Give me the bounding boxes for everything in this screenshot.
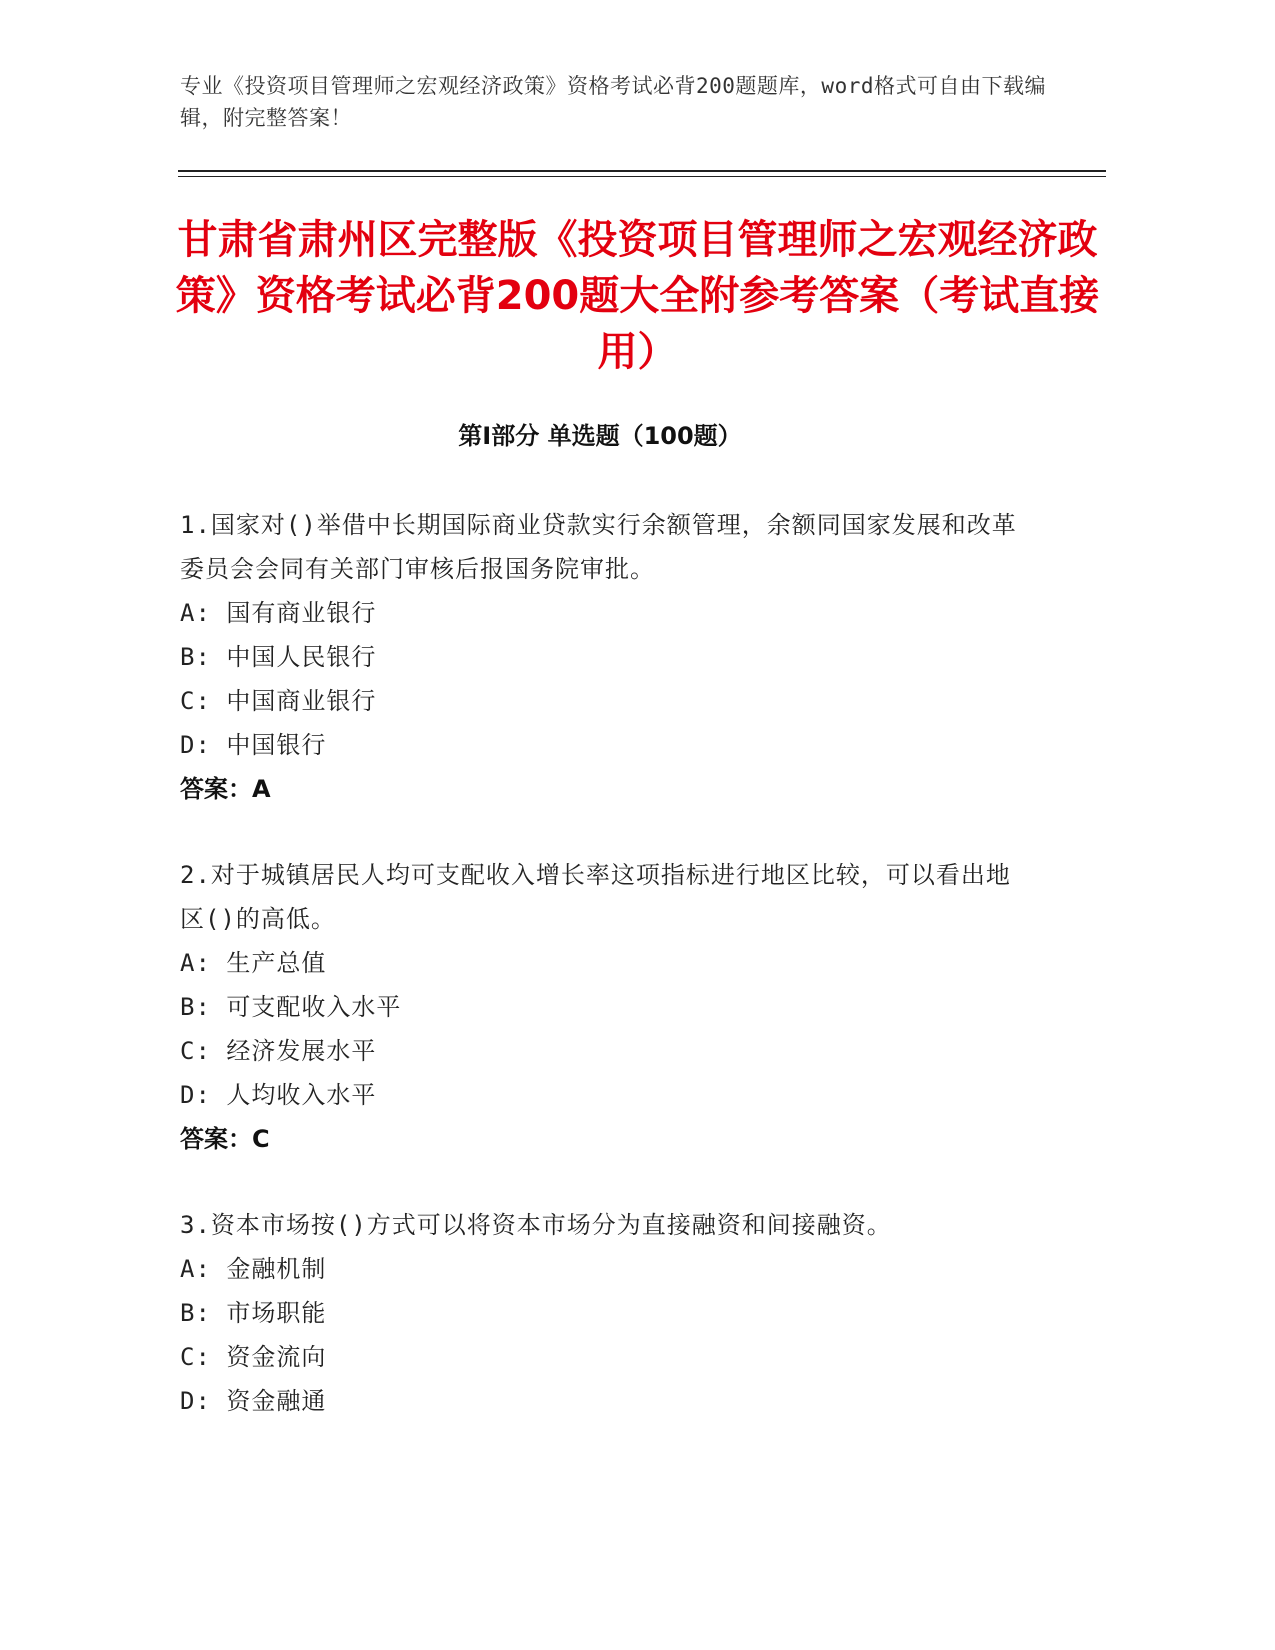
question-stem: 3.资本市场按()方式可以将资本市场分为直接融资和间接融资。 xyxy=(180,1211,892,1239)
option-a: A: 金融机制 xyxy=(180,1255,327,1283)
question-stem: 2.对于城镇居民人均可支配收入增长率这项指标进行地区比较，可以看出地区()的高低。 xyxy=(180,861,1011,933)
question-1 xyxy=(180,503,1020,811)
option-c: C: 中国商业银行 xyxy=(180,687,377,715)
question-list xyxy=(180,503,1020,1465)
option-b: B: 中国人民银行 xyxy=(180,643,377,671)
question-answer: 答案：A xyxy=(180,775,271,803)
question-2 xyxy=(180,853,1020,1161)
option-a: A: 国有商业银行 xyxy=(180,599,377,627)
option-b: B: 可支配收入水平 xyxy=(180,993,402,1021)
option-c: C: 经济发展水平 xyxy=(180,1037,377,1065)
header-rule-thin xyxy=(178,176,1106,177)
option-b: B: 市场职能 xyxy=(180,1299,327,1327)
question-3 xyxy=(180,1203,1020,1423)
option-d: D: 资金融通 xyxy=(180,1387,327,1415)
option-a: A: 生产总值 xyxy=(180,949,327,977)
header-rule-thick xyxy=(178,170,1106,172)
question-stem: 1.国家对()举借中长期国际商业贷款实行余额管理，余额同国家发展和改革委员会会同有关部门审核后报国务院审批。 xyxy=(180,511,1017,583)
header-note: 专业《投资项目管理师之宏观经济政策》资格考试必背200题题库，word格式可自由下载编辑，附完整答案！ xyxy=(180,74,1046,130)
document-title: 甘肃省肃州区完整版《投资项目管理师之宏观经济政策》资格考试必背200题大全附参考答案（考试直接用） xyxy=(175,217,1100,375)
section-title: 第Ⅰ部分 单选题（100题） xyxy=(458,422,742,450)
option-d: D: 中国银行 xyxy=(180,731,327,759)
option-d: D: 人均收入水平 xyxy=(180,1081,377,1109)
option-c: C: 资金流向 xyxy=(180,1343,327,1371)
question-answer: 答案：C xyxy=(180,1125,270,1153)
